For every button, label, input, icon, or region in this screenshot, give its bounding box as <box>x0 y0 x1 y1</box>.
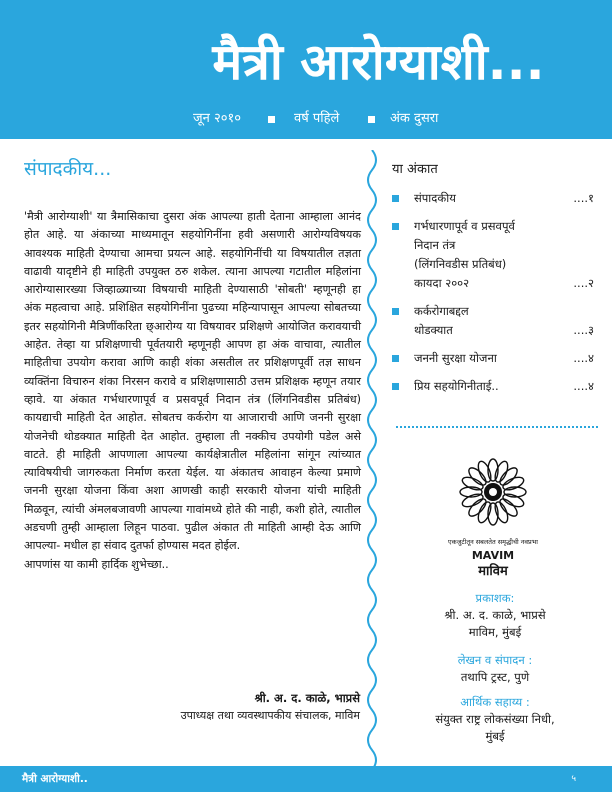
editor-value: तथापि ट्रस्ट, पुणे <box>460 670 530 684</box>
issue-number: अंक दुसरा <box>390 111 439 126</box>
page-number: ५ <box>571 774 576 784</box>
contents-item[interactable] <box>392 349 600 368</box>
logo-petal <box>497 496 520 519</box>
logo-petal <box>466 465 489 488</box>
wavy-divider <box>363 150 381 770</box>
contents-item-title: संपादकीय <box>414 191 456 205</box>
square-bullet-icon <box>392 223 399 230</box>
logo-petal <box>466 496 489 519</box>
contents-item-page: ....३ <box>573 323 594 337</box>
square-bullet-icon <box>392 195 399 202</box>
logo-arc-text: एकजुटीतून सबलतेत समृद्धीची नवप्रभा <box>448 538 538 546</box>
square-bullet-icon <box>392 308 399 315</box>
issue-date: जून २०१० <box>193 111 242 126</box>
contents-list <box>392 189 600 405</box>
square-bullet-icon <box>268 116 275 123</box>
contents-item-page: ....४ <box>573 379 594 393</box>
contents-item-page: ....२ <box>573 276 594 290</box>
signature-designation: उपाध्यक्ष तथा व्यवस्थापकीय संचालक, माविम <box>180 709 360 722</box>
publisher-credit <box>388 590 602 641</box>
logo-english-name: MAVIM <box>471 549 515 562</box>
editor-credit <box>388 652 602 686</box>
contents-item-title: प्रिय सहयोगिनीताई.. <box>414 379 499 393</box>
logo-petal <box>497 465 520 488</box>
issue-year: वर्ष पहिले <box>294 111 340 126</box>
contents-item[interactable] <box>392 377 600 396</box>
editorial-signature <box>130 689 360 725</box>
contents-item-page: ....१ <box>573 191 594 205</box>
funding-value: संयुक्त राष्ट्र लोकसंख्या निधी, मुंबई <box>435 712 555 743</box>
dotted-separator <box>396 426 598 428</box>
mavim-logo-icon <box>438 448 548 558</box>
funding-label: आर्थिक सहाय्य : <box>460 695 530 709</box>
contents-item[interactable] <box>392 217 600 293</box>
contents-item-page: ....४ <box>573 351 594 365</box>
square-bullet-icon <box>392 383 399 390</box>
contents-title: या अंकात <box>392 162 438 177</box>
funding-credit <box>388 694 602 745</box>
editorial-body: 'मैत्री आरोग्याशी' या त्रैमासिकाचा दुसरा अंक आपल्या हाती देताना आम्हाला आनंद होत आहे. या अंकाच्या माध्यमातून सहयोगिनींना हवी असणारी आरोग्यविषयक आवश्यक माहिती देण्याचा आमचा प्रयत्न आहे. सहयोगिनींची या विषयातील तज्ञता वाढावी यादृष्टीने ही माहिती उपयुक्त ठरु शकेल. त्याना आपल्या गटातील महिलांना आरोग्यासारख्या जिव्हाळ्याच्या विषयाची माहिती देण्यासाठी 'सोबती' म्हणूनही हा अंक महत्वाचा आहे. प्रशिक्षित सहयोगिनींना पुढच्या महिन्यापासून आपल्या सोबतच्या इतर सहयोगिनी मैत्रिणींकरिता छ्आरोग्य या विषयावर प्रशिक्षणे आयोजित करावयाची आहेत. तेव्हा या प्रशिक्षणाची पूर्वतयारी म्हणूनही आपण हा अंक वाचावा, त्यातील माहितीचा उपयोग करावा आणि काही शंका असतील तर प्रशिक्षणपूर्वी तज्ञ साधन व्यक्तिंना विचारुन शंका निरसन करावे व प्रशिक्षणासाठी उत्तम प्रशिक्षक म्हणून तयार व्हावे. या अंकात गर्भधारणापूर्व व प्रसवपूर्व निदान तंत्र (लिंगनिवडीस प्रतिबंध) कायद्याची माहिती देत आहोत. सोबतच कर्करोग या आजाराची आणि जननी सुरक्षा योजनेची थोडक्यात माहिती देत आहोत. तुम्हाला ती नक्कीच उपयोगी पडेल असे वाटते. ही माहिती आपणाला आपल्या कार्यक्षेत्रातील महिलांना सांगून त्यांच्यात त्याविषयीची जागरुकता निर्माण करता येईल. या अंकातच आवाहन केल्या प्रमाणे जननी सुरक्षा योजना किंवा अशा आणखी काही सरकारी योजना यांची माहिती मिळवून, त्यांची अंमलबजावणी आपल्या गावांमध्ये होते की नाही, कशी होते, त्यातील अडचणी तुम्ही आम्हाला लिहून पाठवा. पुढील अंकात ती माहिती आम्ही देऊ आणि आपल्या- मधील हा संवाद दुतर्फा होण्यास मदत होईल. आपणांस या कामी हार्दिक शुभेच्छा.. <box>24 210 361 571</box>
contents-item-title: जननी सुरक्षा योजना <box>414 351 497 365</box>
signature-name: श्री. अ. द. काळे, भाप्रसे <box>254 691 360 705</box>
footer-title: मैत्री आरोग्याशी.. <box>22 773 88 785</box>
publisher-label: प्रकाशक: <box>475 591 515 605</box>
publisher-value: श्री. अ. द. काळे, भाप्रसे माविम, मुंबई <box>444 608 546 639</box>
logo-marathi-name: माविम <box>478 564 508 579</box>
editor-label: लेखन व संपादन : <box>457 653 533 667</box>
square-bullet-icon <box>392 355 399 362</box>
issue-info-bar <box>0 108 612 130</box>
footer-band <box>0 766 612 792</box>
contents-item-title: गर्भधारणापूर्व व प्रसवपूर्व निदान तंत्र (लिंगनिवडीस प्रतिबंध) कायदा २००२ <box>414 219 515 290</box>
masthead-title: मैत्री आरोग्याशी... <box>212 33 545 91</box>
editorial-title: संपादकीय... <box>24 158 112 180</box>
contents-item[interactable] <box>392 189 600 208</box>
contents-item-title: कर्करोगाबद्दल थोडक्यात <box>414 304 469 337</box>
square-bullet-icon <box>368 116 375 123</box>
contents-item[interactable] <box>392 302 600 340</box>
